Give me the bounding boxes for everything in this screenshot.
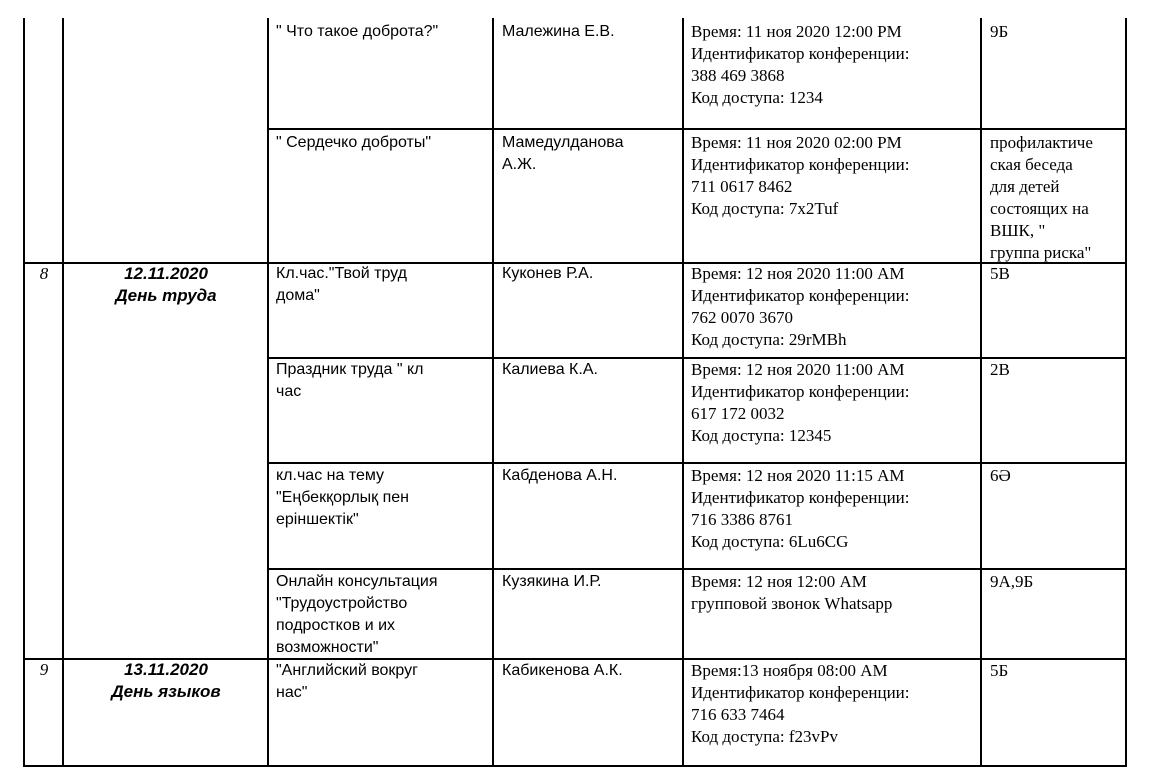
column-divider-date <box>267 18 269 766</box>
column-divider-number <box>62 18 64 766</box>
class-group: 5Б <box>990 661 1009 680</box>
row-divider <box>267 568 1127 570</box>
day-date: 13.11.2020 <box>124 660 208 679</box>
class-group: 6Ә <box>990 466 1011 485</box>
table-border-bottom <box>23 765 1127 767</box>
class-group: 9Б <box>990 22 1009 41</box>
teacher-name: Куконев Р.А. <box>502 265 594 282</box>
table-border-left <box>23 18 25 766</box>
row-divider <box>267 128 1127 130</box>
day-title: День труда <box>115 286 217 305</box>
row-divider <box>267 462 1127 464</box>
conference-info: Время: 11 ноя 2020 02:00 PM Идентификатор конференции: 711 0617 8462 Код доступа: 7x2Tuf <box>691 133 910 218</box>
teacher-name: Кабикенова А.К. <box>502 662 623 679</box>
class-group: 5В <box>990 264 1010 283</box>
event-topic: кл.час на тему "Еңбекқорлық пен ерiншектiк" <box>276 467 409 528</box>
class-group: 2В <box>990 360 1010 379</box>
conference-info: Время:13 ноября 08:00 AM Идентификатор конференции: 716 633 7464 Код доступа: f23vPv <box>691 661 910 746</box>
column-divider-conference <box>980 18 982 766</box>
class-group: 9А,9Б <box>990 572 1034 591</box>
event-topic: Праздник труда " кл час <box>276 361 424 400</box>
teacher-name: Мамедулданова А.Ж. <box>502 134 624 173</box>
teacher-name: Кузякина И.Р. <box>502 573 602 590</box>
event-topic: Кл.час."Твой труд дома" <box>276 265 407 304</box>
teacher-name: Калиева К.А. <box>502 361 598 378</box>
day-date: 12.11.2020 <box>124 264 208 283</box>
event-topic: "Английский вокруг нас" <box>276 662 418 701</box>
day-number: 9 <box>39 660 49 679</box>
conference-info: Время: 12 ноя 12:00 AM групповой звонок Whatsapp <box>691 572 893 613</box>
column-divider-topic <box>492 18 494 766</box>
conference-info: Время: 11 ноя 2020 12:00 PM Идентификатор конференции: 388 469 3868 Код доступа: 1234 <box>691 22 910 107</box>
teacher-name: Малежина Е.В. <box>502 23 615 40</box>
conference-info: Время: 12 ноя 2020 11:00 AM Идентификатор конференции: 762 0070 3670 Код доступа: 29rMBh <box>691 264 910 349</box>
conference-info: Время: 12 ноя 2020 11:00 AM Идентификатор конференции: 617 172 0032 Код доступа: 12345 <box>691 360 910 445</box>
class-group: профилактиче ская беседа для детей состоящих на ВШК, " группа риска" <box>990 133 1093 262</box>
table-border-right <box>1125 18 1127 766</box>
conference-info: Время: 12 ноя 2020 11:15 AM Идентификатор конференции: 716 3386 8761 Код доступа: 6Lu6CG <box>691 466 910 551</box>
teacher-name: Кабденова А.Н. <box>502 467 618 484</box>
day-number: 8 <box>39 264 49 283</box>
day-title: День языков <box>111 682 221 701</box>
event-topic: Онлайн консультация "Трудоустройство подростков и их возможности" <box>276 573 438 656</box>
column-divider-teacher <box>682 18 684 766</box>
event-topic: " Что такое доброта?" <box>276 23 439 40</box>
event-topic: " Сердечко доброты" <box>276 134 432 151</box>
